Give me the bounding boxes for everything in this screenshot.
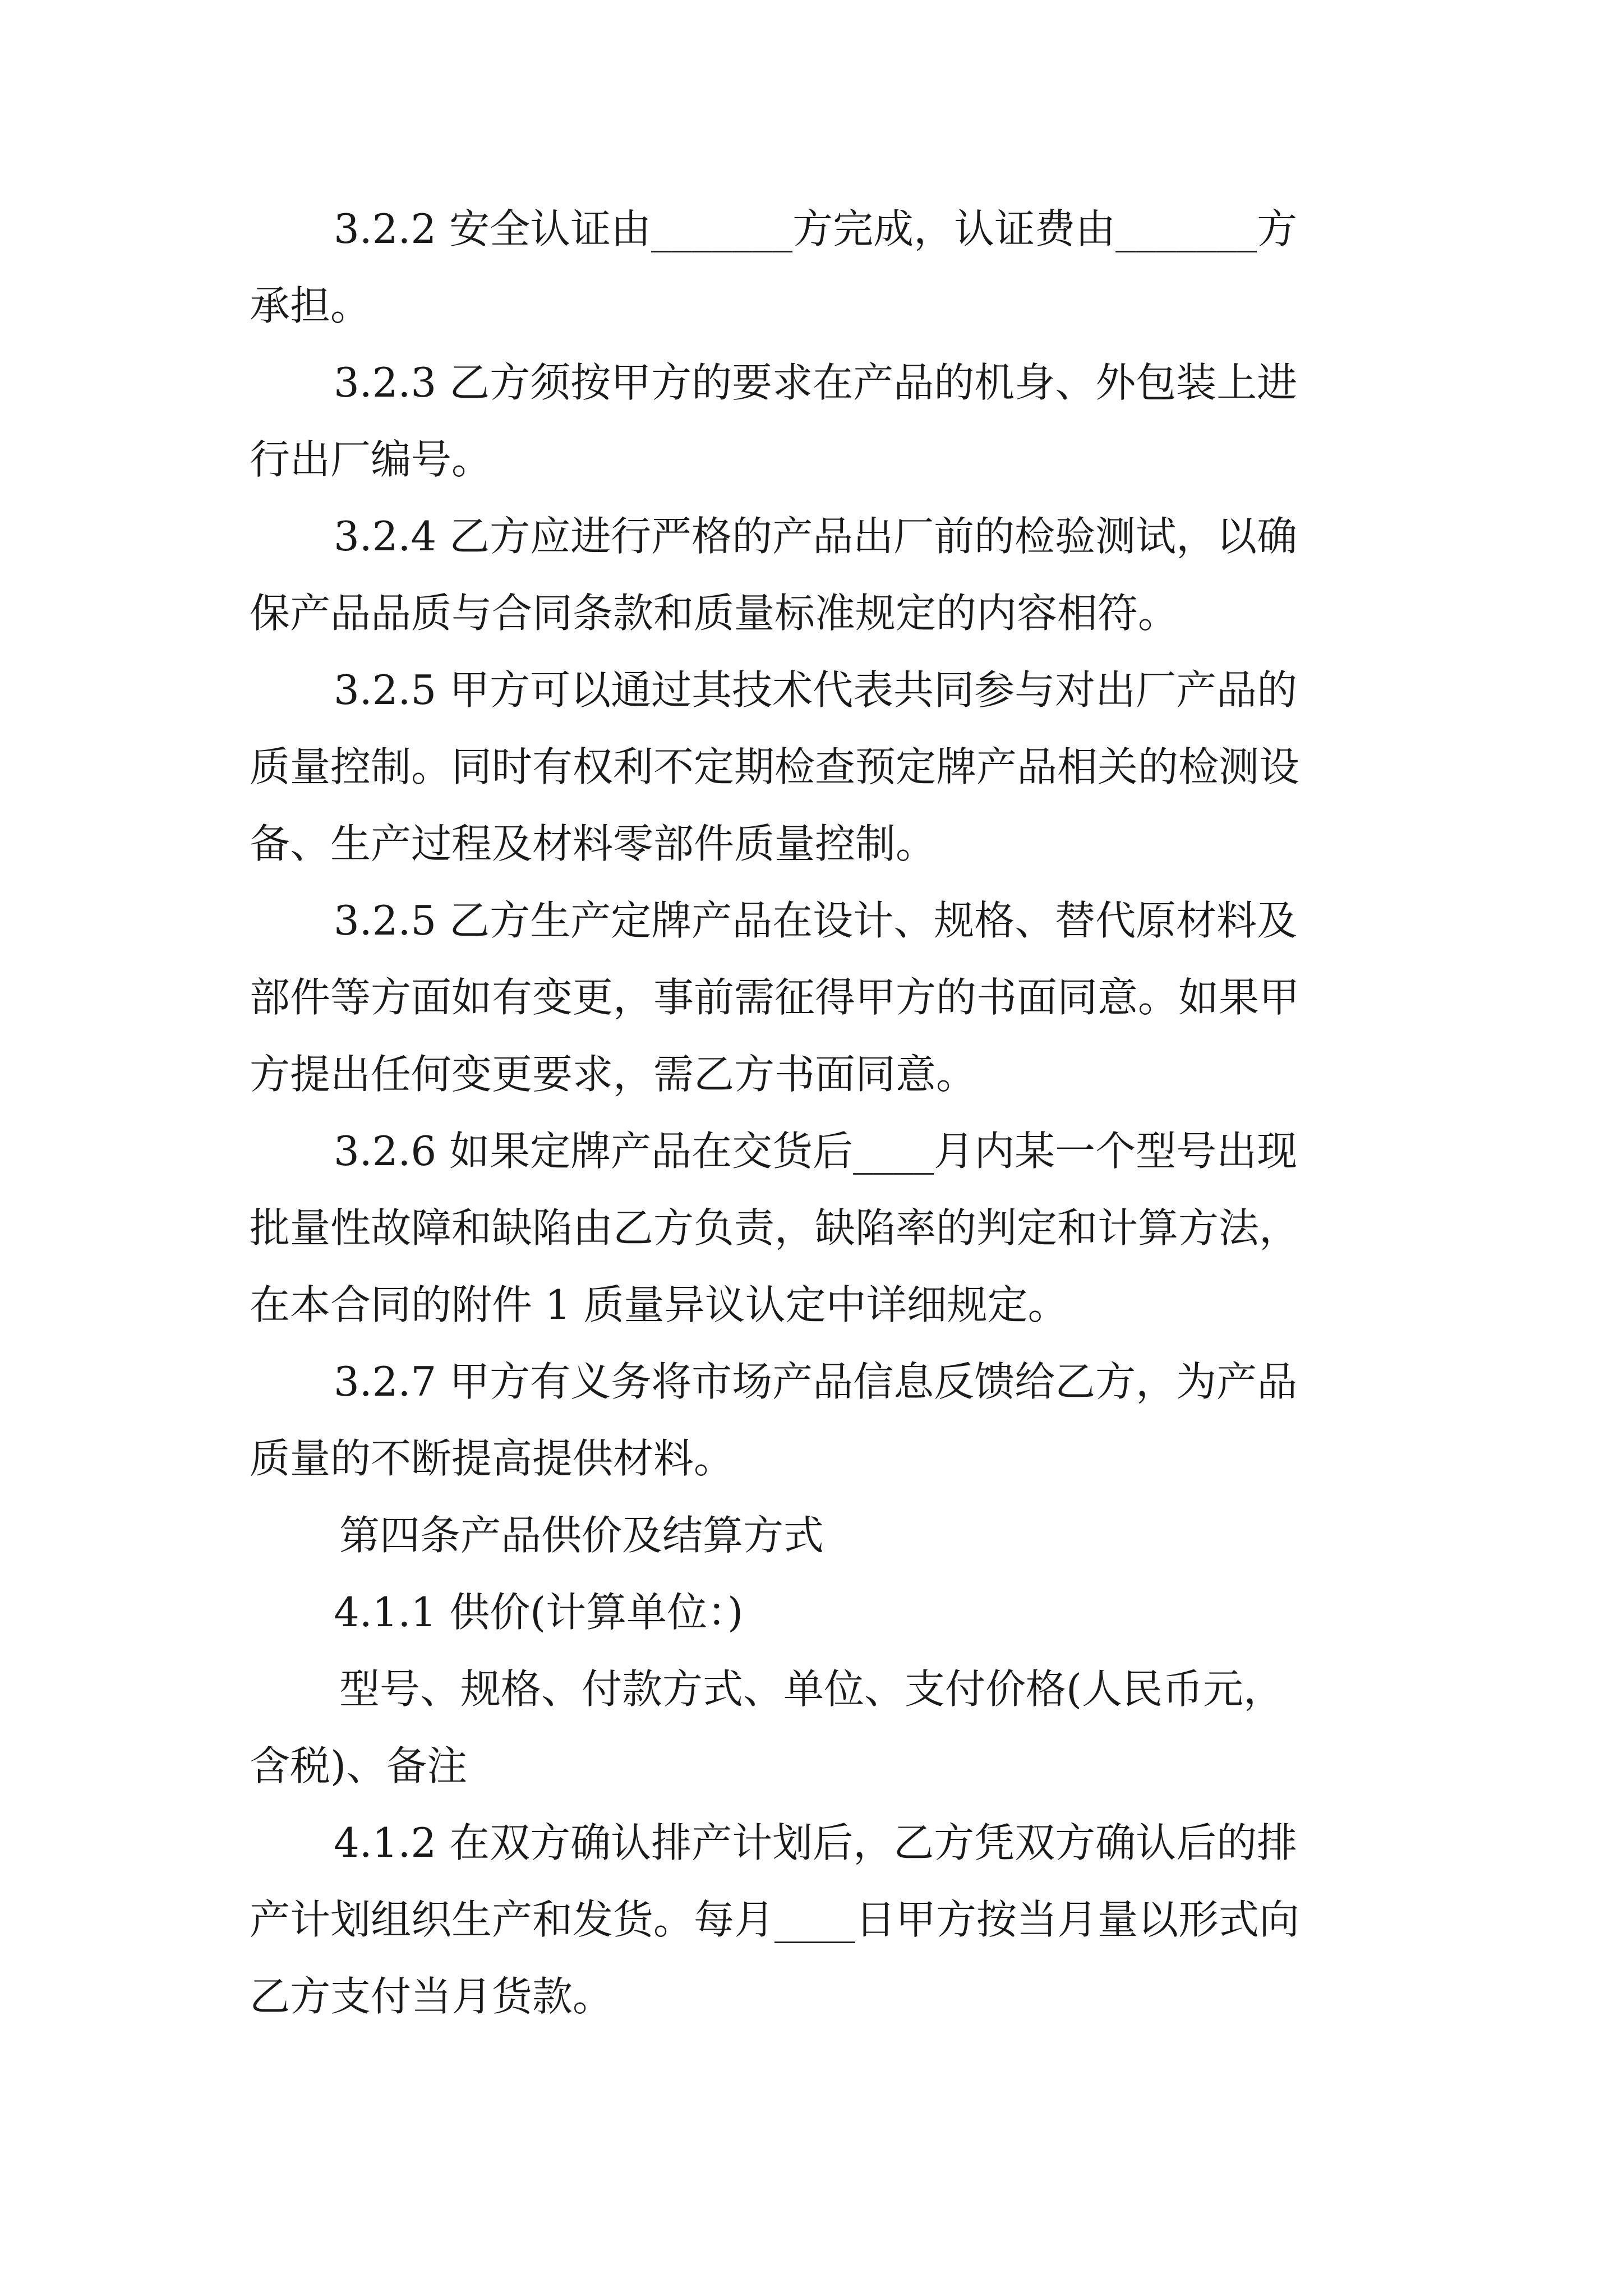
clause-3-2-6-line-1: 3.2.6 如果定牌产品在交货后____月内某一个型号出现 — [334, 1128, 1298, 1175]
article-4-heading: 第四条产品供价及结算方式 — [339, 1512, 824, 1559]
clause-3-2-4-line-1: 3.2.4 乙方应进行严格的产品出厂前的检验测试，以确 — [334, 513, 1298, 560]
clause-4-1-2-line-1: 4.1.2 在双方确认排产计划后，乙方凭双方确认后的排 — [334, 1819, 1298, 1866]
clause-3-2-7-line-2: 质量的不断提高提供材料。 — [250, 1435, 735, 1482]
clause-3-2-7-line-1: 3.2.7 甲方有义务将市场产品信息反馈给乙方，为产品 — [334, 1358, 1298, 1405]
clause-3-2-3-line-1: 3.2.3 乙方须按甲方的要求在产品的机身、外包装上进 — [334, 359, 1298, 406]
clause-3-2-5b-line-1: 3.2.5 乙方生产定牌产品在设计、规格、替代原材料及 — [334, 897, 1298, 944]
clause-3-2-5a-line-2: 质量控制。同时有权利不定期检查预定牌产品相关的检测设 — [250, 743, 1300, 790]
clause-3-2-4-line-2: 保产品品质与合同条款和质量标准规定的内容相符。 — [250, 590, 1179, 637]
clause-3-2-3-line-2: 行出厂编号。 — [250, 436, 492, 483]
clause-3-2-5a-line-1: 3.2.5 甲方可以通过其技术代表共同参与对出厂产品的 — [334, 666, 1298, 714]
clause-4-1-2-line-2: 产计划组织生产和发货。每月____日甲方按当月量以形式向 — [250, 1896, 1300, 1943]
clause-3-2-2-line-2: 承担。 — [250, 282, 371, 329]
clause-3-2-5b-line-3: 方提出任何变更要求，需乙方书面同意。 — [250, 1051, 977, 1098]
clause-4-1-2-line-3: 乙方支付当月货款。 — [250, 1973, 614, 2020]
clause-3-2-2-line-1: 3.2.2 安全认证由_______方完成，认证费由_______方 — [334, 205, 1298, 252]
clause-3-2-5b-line-2: 部件等方面如有变更，事前需征得甲方的书面同意。如果甲 — [250, 974, 1300, 1021]
clause-4-1-1-line-1: 4.1.1 供价(计算单位：) — [334, 1589, 744, 1636]
clause-3-2-6-line-2: 批量性故障和缺陷由乙方负责，缺陷率的判定和计算方法， — [250, 1204, 1300, 1251]
price-columns-line-2: 含税)、备注 — [250, 1742, 468, 1789]
price-columns-line-1: 型号、规格、付款方式、单位、支付价格(人民币元， — [339, 1665, 1284, 1713]
clause-3-2-5a-line-3: 备、生产过程及材料零部件质量控制。 — [250, 820, 937, 867]
clause-3-2-6-line-3: 在本合同的附件 1 质量异议认定中详细规定。 — [250, 1281, 1068, 1328]
document-body — [250, 191, 1394, 2035]
